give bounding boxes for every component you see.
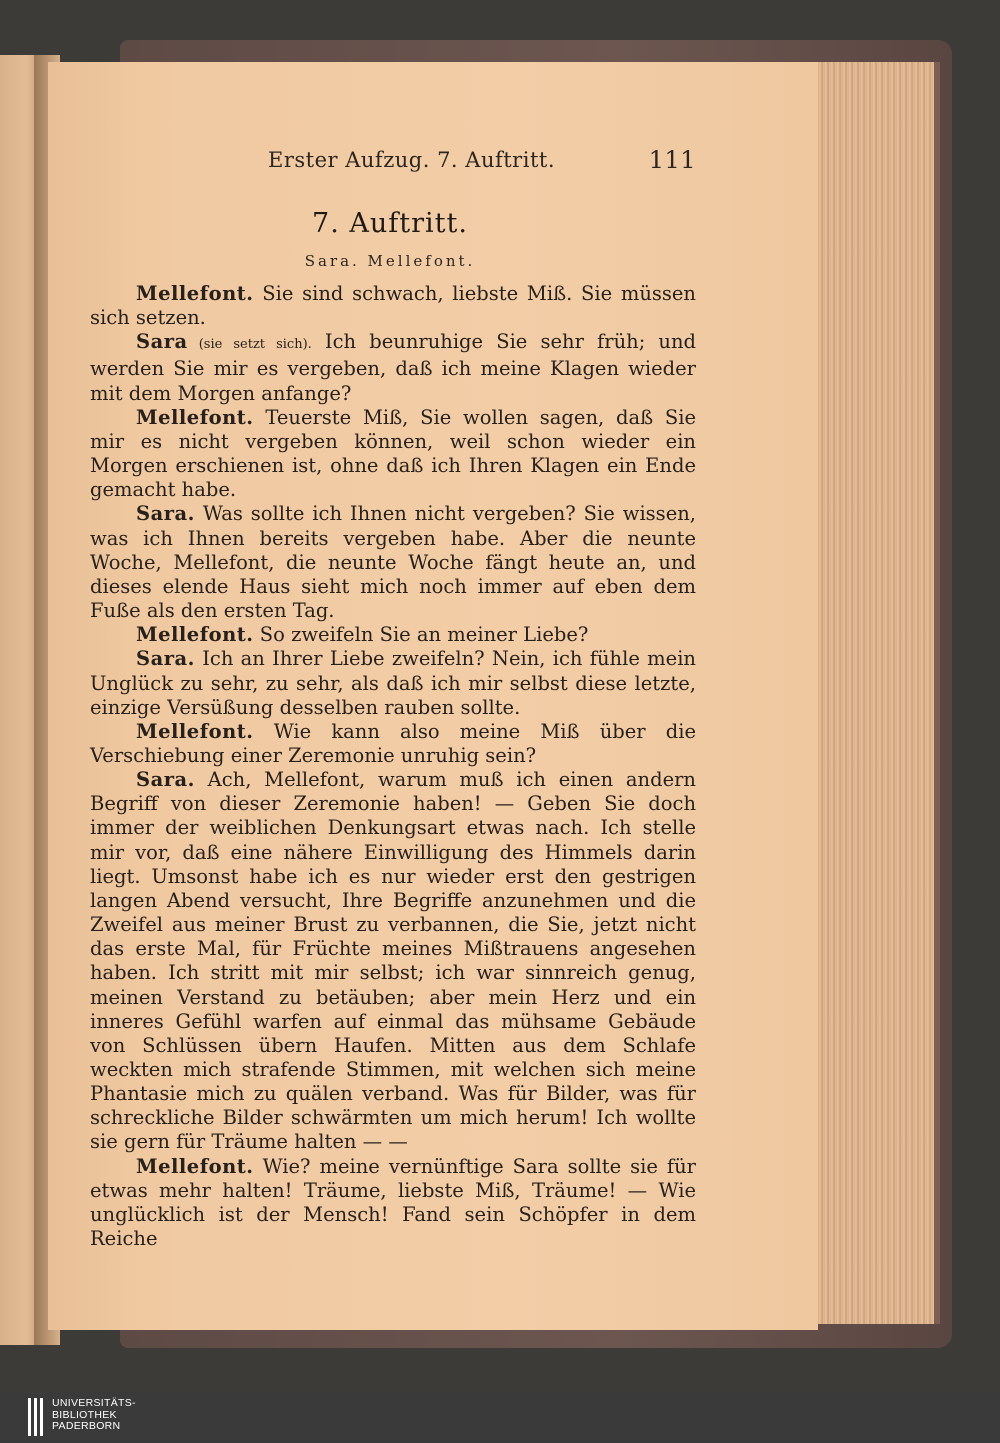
speech-text: Teuerste Miß, Sie wollen sagen, daß Sie mir es nicht vergeben können, weil schon wieder ein Morgen erschienen ist, ohne daß ich Ihren Klagen ein Ende gemacht habe. — [90, 405, 696, 502]
page-number: 111 — [648, 146, 696, 174]
speech — [90, 330, 696, 405]
library-name-line: PADERBORN — [52, 1420, 121, 1432]
speaker-name: Mellefont. — [136, 623, 254, 647]
speech — [90, 406, 696, 503]
library-name-line: BIBLIOTHEK — [52, 1408, 117, 1421]
speech — [90, 282, 696, 330]
stage-direction: (sie setzt sich). — [187, 337, 312, 353]
speaker-name: Sara — [136, 330, 188, 354]
speech-text: Sie sind schwach, liebste Miß. Sie müssen sich setzen. — [90, 282, 696, 330]
speech — [90, 647, 696, 719]
speech-text: Wie? meine vernünftige Sara sollte sie für etwas mehr halten! Träume, liebste Miß, Träume! — Wie unglücklich ist der Mensch! Fand sein Schöpfer in dem Reiche — [90, 1154, 696, 1251]
library-name-line: UNIVERSITÄTS- — [52, 1397, 136, 1409]
speaker-name: Sara. — [136, 647, 195, 671]
library-logo-icon — [26, 1396, 46, 1438]
scene-title: 7. Auftritt. — [312, 208, 468, 239]
speaker-name: Mellefont. — [136, 719, 254, 743]
speech — [90, 1155, 696, 1252]
speech — [90, 768, 696, 1155]
speech-text: Ich an Ihrer Liebe zweifeln? Nein, ich fühle mein Unglück zu sehr, zu sehr, als daß ich mir selbst diese letzte, einzige Versüßung desselben rauben sollte. — [90, 647, 696, 719]
speaker-name: Sara. — [136, 502, 195, 526]
speaker-name: Sara. — [136, 768, 195, 792]
library-footer — [0, 1392, 1000, 1443]
speech — [90, 720, 696, 768]
speaker-name: Mellefont. — [136, 405, 254, 429]
library-name — [52, 1398, 136, 1433]
speech-text: Ach, Mellefont, warum muß ich einen andern Begriff von dieser Zeremonie haben! — Geben Sie doch immer der weiblichen Denkungsart etwas nach. Ich stelle mir vor, daß eine nähere Einwilligung des Himmels darin liegt. Umsonst habe ich es nur wieder erst den gestrigen langen Abend versucht, Ihre Begriffe anzunehmen und die Zweifel aus meiner Brust zu verbannen, die Sie, jetzt nicht das erste Mal, für Früchte meines Mißtrauens angesehen haben. Ich stritt mit mir selbst; ich war sinnreich genug, meinen Verstand zu betäuben; aber mein Herz und ein inneres Gefühl warfen auf einmal das mühsame Gebäude von Schlüssen übern Haufen. Mitten aus dem Schlafe weckten mich strafende Stimmen, mit welchen sich meine Phantasie mich zu quälen verband. Was für Bilder, was für schreckliche Bilder schwärmten um mich herum! Ich wollte sie gern für Träume halten — — — [90, 768, 696, 1154]
speech-text: So zweifeln Sie an meiner Liebe? — [253, 623, 589, 647]
speech-text: Ich beunruhige Sie sehr früh; und werden Sie mir es vergeben, daß ich meine Klagen wieder mit dem Morgen anfange? — [90, 330, 697, 405]
running-head-title: Erster Aufzug. 7. Auftritt. — [268, 148, 555, 172]
body-text — [90, 282, 696, 1251]
speech — [90, 502, 696, 623]
speaker-name: Mellefont. — [136, 1154, 254, 1178]
page-edges — [812, 62, 940, 1324]
speaker-name: Mellefont. — [136, 282, 254, 305]
cast-list: Sara. Mellefont. — [304, 252, 476, 270]
speech-text: Wie kann also meine Miß über die Verschiebung einer Zeremonie unruhig sein? — [90, 719, 696, 767]
speech — [90, 623, 696, 647]
running-head — [268, 148, 696, 178]
speech-text: Was sollte ich Ihnen nicht vergeben? Sie wissen, was ich Ihnen bereits vergeben habe. Aber die neunte Woche, Mellefont, die neunte Woche fängt heute an, und dieses elende Haus sieht mich noch immer auf eben dem Fuße als den ersten Tag. — [90, 502, 696, 623]
